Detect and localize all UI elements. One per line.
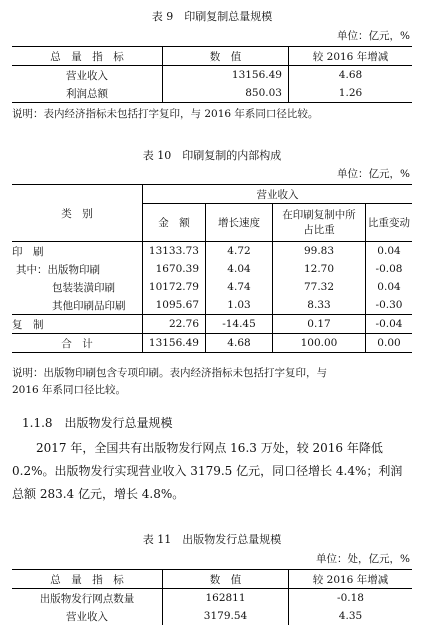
table9-cell: 4.68: [289, 66, 413, 85]
table-row: [12, 260, 412, 278]
table10-cell: 其中：出版物印刷: [16, 263, 100, 276]
table10-cell: 10172.79: [143, 278, 206, 296]
table10-subheader: 在印刷复制中所占比重: [273, 204, 366, 242]
table10-cell: 0.04: [366, 278, 413, 296]
table10-cell: 4.68: [206, 334, 273, 353]
table10-cell: 0.00: [366, 334, 413, 353]
table10-cell: 99.83: [273, 242, 366, 261]
table10-cell: -0.30: [366, 296, 413, 315]
table10-header-category: 类 别: [61, 207, 93, 220]
table-row: [12, 242, 412, 261]
table10: [12, 184, 412, 353]
table11-unit: 单位：处，亿元，%: [316, 553, 410, 565]
table10-subheader: 金 额: [143, 204, 206, 242]
table9-header-value: 数 值: [163, 47, 289, 66]
table10-cell: 100.00: [273, 334, 366, 353]
table10-cell: 13156.49: [143, 334, 206, 353]
table10-subheader: 增长速度: [206, 204, 273, 242]
table10-cell: -0.04: [366, 315, 413, 334]
table-row: [12, 66, 412, 85]
table9-caption: 表 9 印刷复制总量规模: [151, 10, 273, 23]
table9-cell: 营业收入: [66, 69, 108, 82]
table-row: [12, 334, 412, 353]
table10-caption: 表 10 印刷复制的内部构成: [142, 149, 282, 162]
table9-note: 说明：表内经济指标未包括打字复印，与 2016 年系同口径比较。: [12, 108, 319, 120]
table10-unit: 单位：亿元，%: [337, 168, 410, 180]
table10-cell: 1670.39: [143, 260, 206, 278]
section-paragraph: 2017 年，全国共有出版物发行网点 16.3 万处，较 2016 年降低 0.2%。出版物发行实现营业收入 3179.5 亿元，同口径增长 4.4%；利润总额 283.4 亿元，增长 4.8%。: [12, 441, 403, 501]
section-heading: 1.1.8 出版物发行总量规模: [22, 416, 173, 430]
table11-cell: -0.18: [289, 589, 413, 608]
table10-cell: -14.45: [206, 315, 273, 334]
table10-cell: 印 刷: [12, 245, 44, 258]
table10-cell: 13133.73: [143, 242, 206, 261]
table10-cell: 8.33: [273, 296, 366, 315]
table-row: [12, 278, 412, 296]
table11: [12, 569, 412, 625]
table10-note-line1: 说明：出版物印刷包含专项印刷。表内经济指标未包括打字复印，与: [12, 367, 327, 379]
table10-cell: 12.70: [273, 260, 366, 278]
table11-cell: 出版物发行网点数量: [39, 592, 135, 605]
table10-cell: 1.03: [206, 296, 273, 315]
table9-cell: 利润总额: [66, 87, 108, 100]
table9: [12, 46, 412, 103]
table10-cell: 77.32: [273, 278, 366, 296]
table11-cell: 162811: [163, 589, 289, 608]
table10-cell: 4.72: [206, 242, 273, 261]
table10-cell: 包装装潢印刷: [52, 281, 115, 294]
table10-cell: 0.17: [273, 315, 366, 334]
table-row: [12, 607, 412, 625]
table10-cell: 4.74: [206, 278, 273, 296]
table10-cell: 1095.67: [143, 296, 206, 315]
table10-cell: 22.76: [143, 315, 206, 334]
table-row: [12, 315, 412, 334]
table9-unit: 单位：亿元，%: [337, 30, 410, 42]
table9-cell: 1.26: [289, 84, 413, 103]
table11-header-change: 较 2016 年增减: [289, 570, 413, 589]
table9-cell: 850.03: [163, 84, 289, 103]
table9-cell: 13156.49: [163, 66, 289, 85]
table-row: [12, 296, 412, 315]
table10-cell: 其他印刷品印刷: [52, 299, 126, 312]
table10-header-group: 营业收入: [143, 185, 413, 204]
table11-cell: 3179.54: [163, 607, 289, 625]
table10-cell: -0.08: [366, 260, 413, 278]
table11-caption: 表 11 出版物发行总量规模: [142, 533, 282, 546]
table9-header-indicator: 总 量 指 标: [50, 50, 124, 63]
table10-cell: 4.04: [206, 260, 273, 278]
table10-note-line2: 2016 年系同口径比较。: [12, 384, 127, 396]
table10-cell: 复 制: [12, 318, 44, 331]
table11-header-indicator: 总 量 指 标: [50, 573, 124, 586]
table9-header-change: 较 2016 年增减: [289, 47, 413, 66]
table-row: [12, 84, 412, 103]
table11-cell: 营业收入: [66, 610, 108, 623]
table-row: [12, 589, 412, 608]
table10-cell: 合 计: [61, 337, 93, 350]
table10-cell: 0.04: [366, 242, 413, 261]
table11-header-value: 数 值: [163, 570, 289, 589]
table11-cell: 4.35: [289, 607, 413, 625]
table10-subheader: 比重变动: [366, 204, 413, 242]
